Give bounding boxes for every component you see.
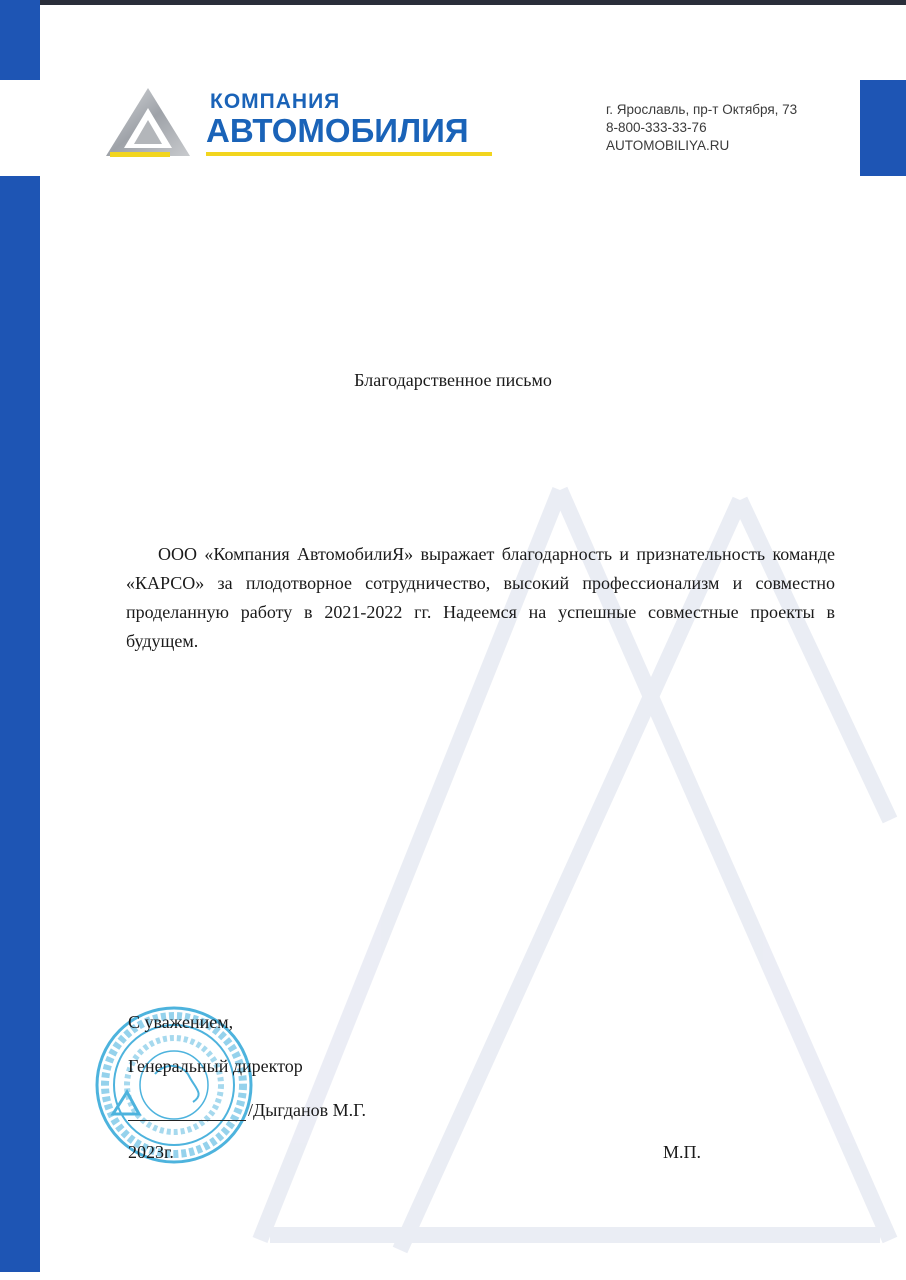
- company-contacts: [606, 101, 797, 155]
- closing-phrase: С уважением,: [128, 1012, 234, 1032]
- left-blue-band: [0, 176, 40, 1272]
- signature-line: [128, 1120, 246, 1121]
- logo-wordmark-line1: КОМПАНИЯ: [210, 90, 341, 113]
- letter-date: 2023г.: [128, 1142, 174, 1162]
- company-website: AUTOMOBILIYA.RU: [606, 138, 730, 153]
- signer-name: /Дыгданов М.Г.: [248, 1100, 367, 1120]
- logo-wordmark-line2: АВТОМОБИЛИЯ: [206, 112, 469, 149]
- seal-inner-text-band: [127, 1038, 221, 1132]
- company-phone: 8-800-333-33-76: [606, 120, 707, 135]
- right-blue-band: [860, 80, 906, 176]
- company-logo-icon: [104, 86, 192, 160]
- company-address: г. Ярославль, пр-т Октября, 73: [606, 102, 798, 117]
- seal-middle-ring: [114, 1025, 234, 1145]
- logo-road-stripe: [110, 152, 170, 157]
- top-scan-edge: [0, 0, 906, 5]
- letter-body: ООО «Компания АвтомобилиЯ» выражает благодарность и признательность команде «КАРСО» за плодотворное сотрудничество, высокий профессионализм и совместно проделанную работу в 2021-2022 гг. Надеемся на успешные совместные проекты в будущем.: [126, 544, 835, 651]
- signer-position: Генеральный директор: [128, 1056, 303, 1076]
- logo-yellow-underline: [206, 152, 492, 156]
- letter-title: Благодарственное письмо: [354, 370, 552, 390]
- left-blue-band-top: [0, 0, 40, 80]
- seal-place-label: М.П.: [663, 1142, 702, 1162]
